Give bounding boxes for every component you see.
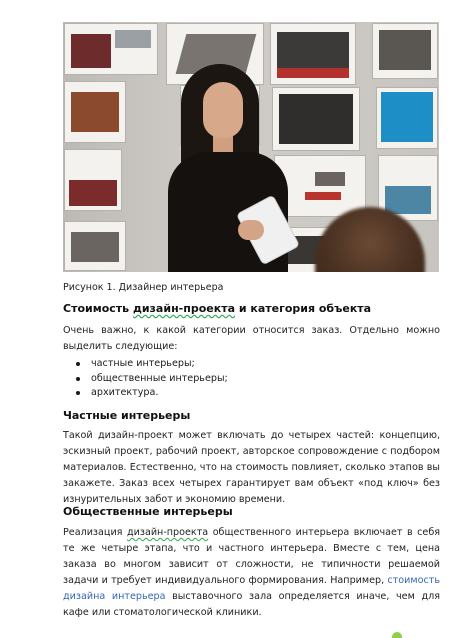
text-run: Реализация xyxy=(63,527,127,538)
board-card xyxy=(273,88,359,150)
board-card xyxy=(65,222,125,270)
board-card xyxy=(65,24,157,74)
designer-face xyxy=(203,82,243,138)
board-card xyxy=(65,150,121,210)
board-card xyxy=(275,156,365,216)
list-item: общественные интерьеры; xyxy=(91,372,228,387)
public-interiors-paragraph xyxy=(63,525,440,621)
board-card xyxy=(377,88,437,148)
designer-hand xyxy=(238,220,264,240)
list-item: частные интерьеры; xyxy=(91,357,228,372)
decorative-corner-shape xyxy=(392,632,402,638)
intro-paragraph: Очень важно, к какой категории относится заказ. Отдельно можно выделить следующие: xyxy=(63,325,440,352)
heading-wavy-word: дизайн-проекта xyxy=(132,302,235,315)
heading-private-interiors: Частные интерьеры xyxy=(63,409,191,422)
interior-design-cost-link[interactable]: стоимость дизайна интерьера xyxy=(63,575,440,602)
text-run: выставочного зала определяется иначе, чем для кафе или стоматологической клиники. xyxy=(63,591,441,618)
private-interiors-paragraph: Такой дизайн-проект может включать до четырех частей: концепцию, эскизный проект, рабочий проект, авторское сопровождение с подбором материалов. Естественно, что на стоимость повлияет, сколько этапов вы закажете. Заказ всех четырех гарантирует вам объект «под ключ» без изнурительных забот и экономию времени. xyxy=(63,430,440,505)
heading-cost-category xyxy=(63,302,371,315)
interior-designer-photo xyxy=(63,22,439,272)
board-card xyxy=(373,24,437,78)
category-list xyxy=(63,357,228,401)
heading-part: и категория объекта xyxy=(235,302,372,315)
text-wavy-word: дизайн-проекта xyxy=(126,527,209,538)
list-item: архитектура. xyxy=(91,386,228,401)
board-card xyxy=(271,24,355,84)
board-card xyxy=(65,82,125,142)
figure-caption: Рисунок 1. Дизайнер интерьера xyxy=(63,282,224,293)
heading-public-interiors: Общественные интерьеры xyxy=(63,505,233,518)
text-run: общественного интерьера включает в себя те же четыре этапа, что и частного интерьера. Вместе с тем, цена заказа во многом зависит от сложности, не типичности решаемой задачи и требует индивидуального формирования. Например, xyxy=(63,527,441,586)
heading-part: Стоимость xyxy=(63,302,133,315)
